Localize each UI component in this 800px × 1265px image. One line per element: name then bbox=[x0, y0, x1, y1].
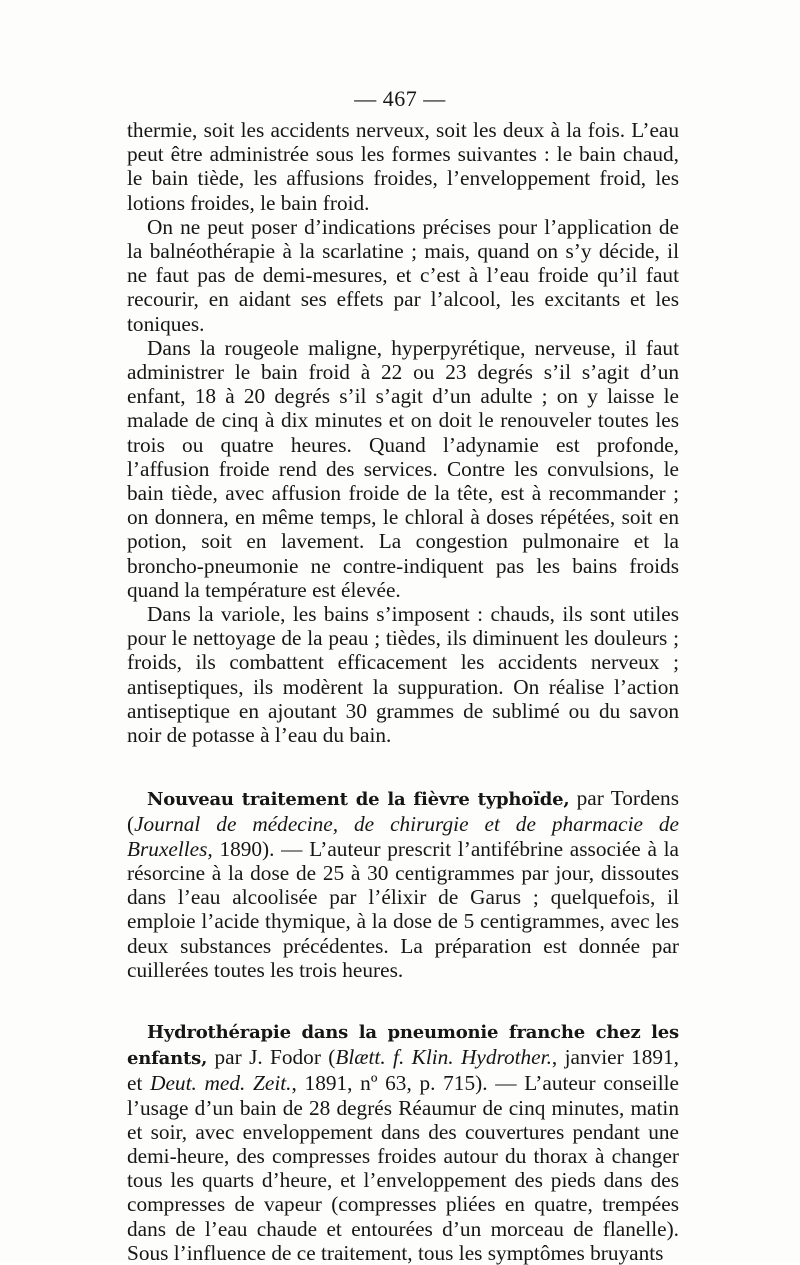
article-author: par J. Fodor ( bbox=[207, 1045, 336, 1070]
paragraph-variole: Dans la variole, les bains s’imposent : chauds, ils sont utiles pour le nettoyage de la peau ; tièdes, ils diminuent les douleurs ; froids, ils combattent efficacement les accidents nerveux ; antiseptiques, ils modèrent la suppuration. On réalise l’action antiseptique en ajoutant 30 grammes de sublimé ou du savon noir de potasse à l’eau du bain. bbox=[127, 602, 679, 748]
page-number: — 467 — bbox=[354, 86, 446, 111]
article-citation: Deut. med. Zeit. bbox=[150, 1071, 292, 1096]
article-title: Nouveau traitement de la fièvre typhoïde, bbox=[147, 789, 570, 811]
article-citation: Blætt. f. Klin. Hydrother. bbox=[335, 1045, 552, 1070]
section-spacer bbox=[127, 982, 679, 1019]
paragraph-rougeole: Dans la rougeole maligne, hyperpyrétique, nerveuse, il faut administrer le bain froid à 22 ou 23 degrés s’il s’agit d’un enfant, 18 à 20 degrés s’il s’agit d’un adulte ; on y laisse le malade de cinq à dix minutes et on doit le renouveler toutes les trois ou quatre heures. Quand l’adynamie est profonde, l’affusion froide rend des services. Contre les convulsions, le bain tiède, avec affusion froide de la tête, est à recommander ; on donnera, en même temps, le chloral à doses répétées, soit en potion, soit en lavement. La congestion pulmonaire et la broncho-pneumonie ne contre-indiquent pas les bains froids quand la température est élevée. bbox=[127, 335, 679, 602]
article-author: par Tordens ( bbox=[127, 786, 679, 837]
article-citation: Journal de médecine, de chirurgie et de pharmacie de Bruxelles, bbox=[127, 812, 679, 861]
article-title: Hydrothérapie dans la pneumonie franche chez les enfants, bbox=[127, 1021, 679, 1070]
article-text: , janvier 1891, et bbox=[127, 1045, 679, 1096]
article-body: 1890). — L’auteur prescrit l’antifébrine associée à la résorcine à la dose de 25 à 30 centigrammes par jour, dissoutes dans l’eau alcoolisée par l’élixir de Garus ; quelquefois, il emploie l’acide thymique, à la dose de 5 centigrammes, avec les deux substances précédentes. La préparation est donnée par cuillerées toutes les trois heures. bbox=[127, 836, 679, 982]
article-hydrotherapie bbox=[127, 1019, 679, 1265]
article-body: , 1891, nº 63, p. 715). — L’auteur conseille l’usage d’un bain de 28 degrés Réaumur de cinq minutes, matin et soir, avec enveloppement dans des couvertures pendant une demi-heure, des compresses froides autour du thorax à changer tous les quarts d’heure, et l’enveloppement des pieds dans des compresses de vapeur (compresses pliées en quatre, trempées dans de l’eau chaude et entourées d’un morceau de flanelle). Sous l’influence de ce traitement, tous les symptômes bruyants bbox=[127, 1071, 680, 1265]
paragraph-continuation: thermie, soit les accidents nerveux, soit les deux à la fois. L’eau peut être administrée sous les formes suivantes : le bain chaud, le bain tiède, les affusions froides, l’enveloppement froid, les lotions froides, le bain froid. bbox=[127, 118, 679, 215]
section-spacer bbox=[127, 747, 679, 786]
paragraph-scarlatine: On ne peut poser d’indications précises pour l’application de la balnéothérapie à la scarlatine ; mais, quand on s’y décide, il ne faut pas de demi-mesures, et c’est à l’eau froide qu’il faut recourir, en aidant ses effets par l’alcool, les excitants et les toniques. bbox=[127, 214, 679, 336]
text-column bbox=[127, 118, 679, 1265]
article-typhoide bbox=[127, 786, 679, 982]
